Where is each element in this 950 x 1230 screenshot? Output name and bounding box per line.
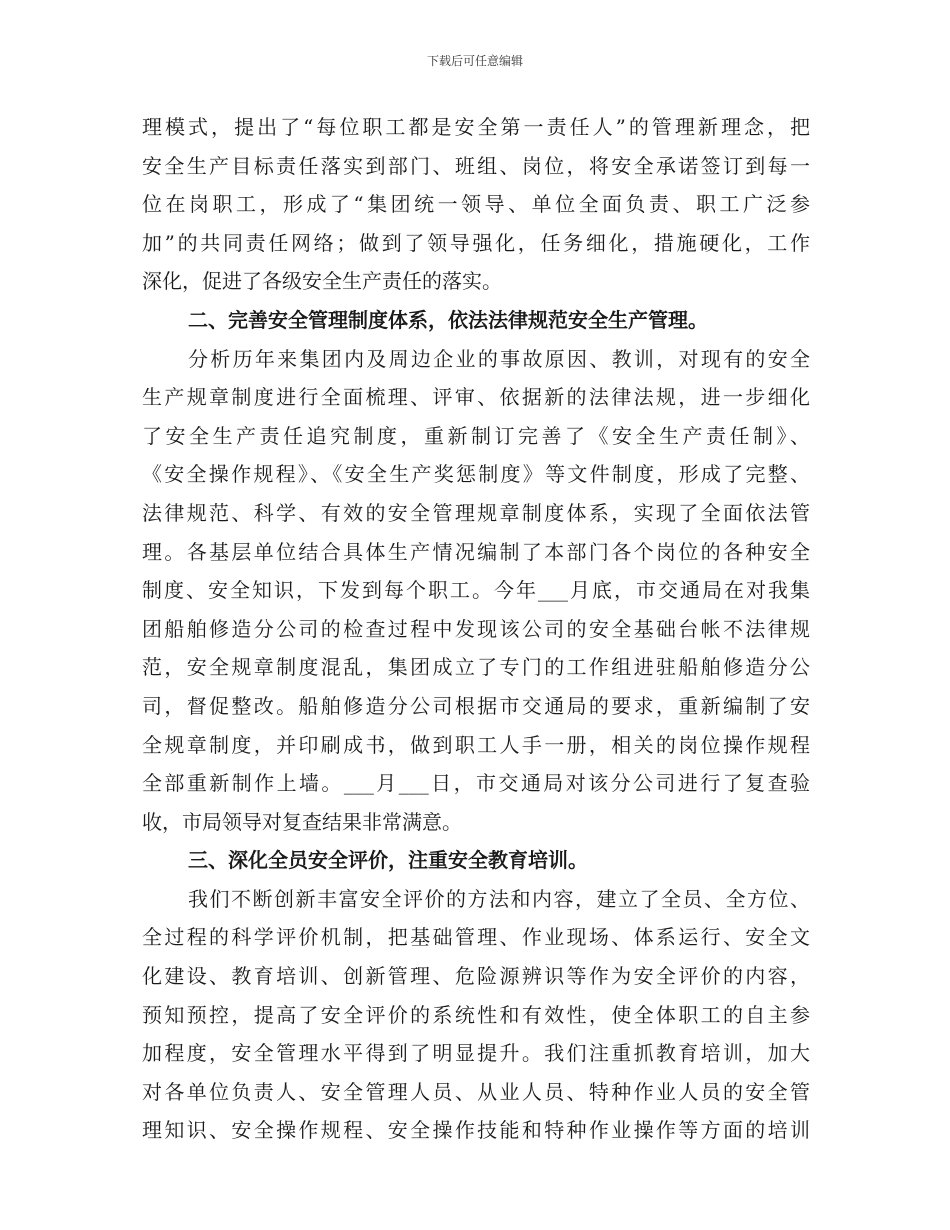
- text-line: 全规章制度，并印刷成书，做到职工人手一册，相关的岗位操作规程: [142, 732, 810, 757]
- text-line: 预知预控，提高了安全评价的系统性和有效性，使全体职工的自主参: [142, 1002, 810, 1027]
- text-line: 团船舶修造分公司的检查过程中发现该公司的安全基础台帐不法律规: [142, 616, 810, 641]
- paragraph-safety-evaluation: [142, 880, 810, 1150]
- text-line: 安全生产目标责任落实到部门、班组、岗位，将安全承诺签订到每一: [142, 153, 810, 178]
- page-header: 下载后可任意编辑: [426, 54, 523, 68]
- paragraph-continuation: [142, 108, 810, 301]
- text-line: 理模式，提出了“每位职工都是安全第一责任人”的管理新理念，把: [142, 115, 810, 139]
- document-body: [142, 108, 810, 1150]
- text-line: 加”的共同责任网络；做到了领导强化，任务细化，措施硬化，工作: [142, 230, 810, 255]
- text-line: 《安全操作规程》、《安全生产奖惩制度》等文件制度，形成了完整、: [142, 462, 810, 487]
- text-line: 对各单位负责人、安全管理人员、从业人员、特种作业人员的安全管: [142, 1079, 810, 1104]
- text-line: 生产规章制度进行全面梳理、评审、依据新的法律法规，进一步细化: [142, 385, 810, 410]
- text-line: 深化，促进了各级安全生产责任的落实。: [142, 269, 502, 294]
- text-line: 我们不断创新丰富安全评价的方法和内容，建立了全员、全方位、: [188, 886, 810, 911]
- text-line: 全部重新制作上墙。___月___日，市交通局对该分公司进行了复查验: [142, 771, 810, 796]
- text-line: 法律规范、科学、有效的安全管理规章制度体系，实现了全面依法管: [142, 500, 810, 525]
- section-heading-3: 三、深化全员安全评价，注重安全教育培训。: [188, 848, 588, 873]
- text-line: 理知识、安全操作规程、安全操作技能和特种作业操作等方面的培训: [142, 1118, 810, 1143]
- text-line: 收，市局领导对复查结果非常满意。: [142, 809, 462, 834]
- text-line: 化建设、教育培训、创新管理、危险源辨识等作为安全评价的内容，: [142, 964, 810, 989]
- text-line: 理。各基层单位结合具体生产情况编制了本部门各个岗位的各种安全: [142, 539, 810, 564]
- text-line: 全过程的科学评价机制，把基础管理、作业现场、体系运行、安全文: [142, 925, 810, 950]
- text-line: 司，督促整改。船舶修造分公司根据市交通局的要求，重新编制了安: [142, 693, 810, 718]
- section-heading-2: 二、完善安全管理制度体系，依法法律规范安全生产管理。: [188, 307, 708, 332]
- text-line: 分析历年来集团内及周边企业的事故原因、教训，对现有的安全: [188, 346, 810, 371]
- text-line: 加程度，安全管理水平得到了明显提升。我们注重抓教育培训，加大: [142, 1041, 810, 1066]
- text-line: 范，安全规章制度混乱，集团成立了专门的工作组进驻船舶修造分公: [142, 655, 810, 680]
- text-line: 位在岗职工，形成了“集团统一领导、单位全面负责、职工广泛参: [142, 192, 810, 217]
- paragraph-management-system: [142, 340, 810, 842]
- text-line: 制度、安全知识，下发到每个职工。今年___月底，市交通局在对我集: [142, 578, 810, 603]
- text-line: 了安全生产责任追究制度，重新制订完善了《安全生产责任制》、: [142, 423, 810, 448]
